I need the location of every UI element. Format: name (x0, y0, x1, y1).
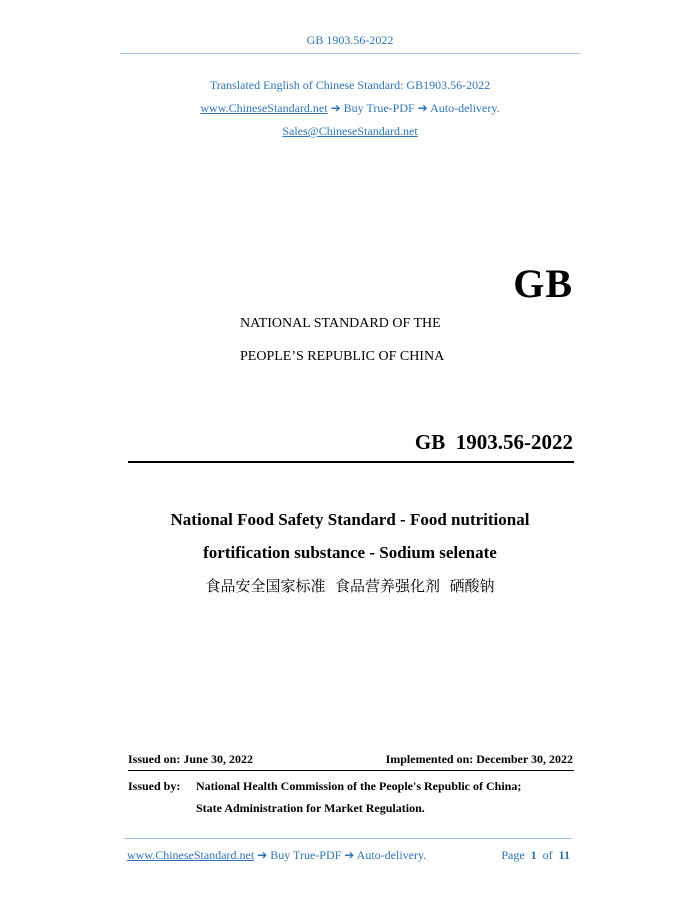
translation-notice: Translated English of Chinese Standard: GB1903.56-2022 (209, 78, 491, 92)
national-standard-line2: PEOPLE’S REPUBLIC OF CHINA (240, 349, 445, 364)
page-label: Page (501, 848, 525, 862)
title-en-line2: fortification substance - Sodium selenate (203, 543, 497, 562)
title-zh: 食品安全国家标准 食品营养强化剂 硒酸钠 (205, 577, 495, 595)
footer-divider (124, 838, 572, 839)
email-line (0, 124, 700, 139)
issued-by-label: Issued by: (128, 779, 181, 793)
issuer-line1: National Health Commission of the People's Republic of China; (196, 779, 522, 793)
national-standard-line1: NATIONAL STANDARD OF THE (240, 316, 441, 331)
issuer-line2: State Administration for Market Regulation. (196, 801, 425, 815)
purchase-line (0, 101, 700, 116)
footer-purchase-line (127, 848, 426, 863)
issued-date: Issued on: June 30, 2022 (128, 752, 254, 766)
page-number: 1 (530, 848, 537, 862)
email-link[interactable]: Sales@ChineseStandard.net (282, 124, 418, 138)
title-en-line1: National Food Safety Standard - Food nutritional (170, 510, 530, 529)
implemented-date: Implemented on: December 30, 2022 (385, 752, 573, 766)
footer-purchase-text: ➔ Buy True-PDF ➔ Auto-delivery. (257, 848, 427, 862)
standard-number-rule (128, 461, 574, 463)
header-divider (120, 53, 580, 54)
running-header: GB 1903.56-2022 (306, 33, 394, 47)
dates-rule (128, 770, 574, 771)
footer-site-link[interactable]: www.ChineseStandard.net (127, 848, 255, 862)
page-of: of (542, 848, 553, 862)
page-total: 11 (558, 848, 570, 862)
page-indicator (501, 848, 570, 863)
purchase-text: ➔ Buy True-PDF ➔ Auto-delivery. (330, 101, 500, 115)
gb-logo: GB (513, 261, 573, 306)
standard-number: GB 1903.56-2022 (414, 430, 573, 454)
site-link[interactable]: www.ChineseStandard.net (200, 101, 328, 115)
